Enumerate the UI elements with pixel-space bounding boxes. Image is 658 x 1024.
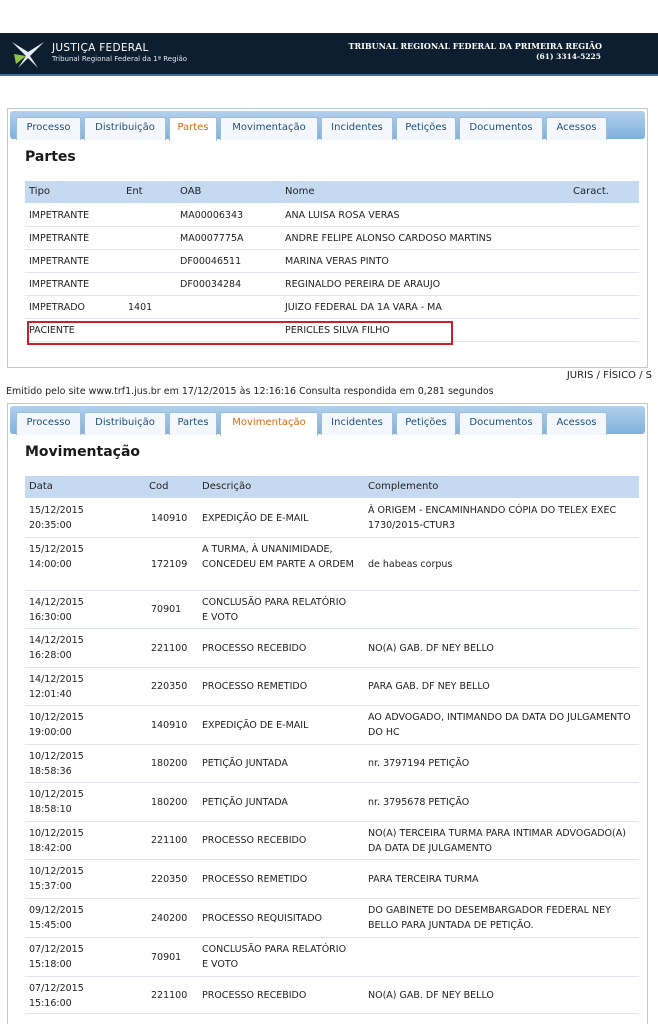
partes-title: Partes xyxy=(25,149,76,165)
mov-time: 20:35:00 xyxy=(29,520,72,531)
parte-tipo: IMPETRANTE xyxy=(29,210,90,221)
mov-cod: 180200 xyxy=(151,797,188,808)
mov-descricao: PROCESSO REQUISITADO xyxy=(202,913,323,924)
table-row xyxy=(25,822,639,860)
tab-partes[interactable]: Partes xyxy=(169,117,217,141)
mov-date: 07/12/2015 xyxy=(29,944,84,955)
parte-oab: MA0007775A xyxy=(180,233,244,244)
mov-descricao: PROCESSO RECEBIDO xyxy=(202,990,307,1001)
parte-nome: JUIZO FEDERAL DA 1A VARA - MA xyxy=(285,302,442,313)
table-row xyxy=(25,977,639,1014)
brand-title: JUSTIÇA FEDERAL xyxy=(52,42,149,54)
mov-complemento: PARA TERCEIRA TURMA xyxy=(368,874,479,885)
tab-incidentes[interactable]: Incidentes xyxy=(321,412,393,435)
mov-cod: 70901 xyxy=(151,952,182,963)
movimentacao-table-header xyxy=(25,476,639,498)
mov-complemento: DO GABINETE DO DESEMBARGADOR FEDERAL NEY BELLO PARA JUNTADA DE PETIÇÃO. xyxy=(368,905,611,931)
tab-peticoes[interactable]: Petições xyxy=(396,117,456,140)
table-row xyxy=(25,783,639,822)
col-tipo: Tipo xyxy=(29,186,51,197)
table-row xyxy=(25,591,639,629)
partes-panel xyxy=(7,108,648,368)
mov-time: 16:28:00 xyxy=(29,650,72,661)
table-row xyxy=(25,227,639,250)
mov-time: 19:00:00 xyxy=(29,727,72,738)
parte-tipo: IMPETRADO xyxy=(29,302,86,313)
mov-time: 16:30:00 xyxy=(29,612,72,623)
court-phone: (61) 3314-5225 xyxy=(535,52,601,61)
tab-distribuicao[interactable]: Distribuição xyxy=(84,117,166,140)
tab-acessos[interactable]: Acessos xyxy=(546,117,607,140)
mov-cod: 70901 xyxy=(151,604,182,615)
parte-nome: MARINA VERAS PINTO xyxy=(285,256,389,267)
tab-movimentacao[interactable]: Movimentação xyxy=(220,412,318,436)
table-row xyxy=(25,538,639,591)
emitido-line: Emitido pelo site www.trf1.jus.br em 17/12/2015 às 12:16:16 Consulta respondida em 0,281 segundos xyxy=(6,386,494,397)
col-complemento: Complemento xyxy=(368,481,439,492)
mov-date: 10/12/2015 xyxy=(29,712,84,723)
mov-complemento: nr. 3795678 PETIÇÃO xyxy=(368,797,470,808)
mov-cod: 140910 xyxy=(151,720,188,731)
parte-tipo: IMPETRANTE xyxy=(29,256,90,267)
tab-movimentacao[interactable]: Movimentação xyxy=(220,117,318,140)
parte-tipo: PACIENTE xyxy=(29,325,75,336)
table-row xyxy=(25,296,639,319)
mov-descricao: PROCESSO RECEBIDO xyxy=(202,643,307,654)
mov-cod: 180200 xyxy=(151,758,188,769)
mov-cod: 220350 xyxy=(151,681,188,692)
mov-time: 12:01:40 xyxy=(29,689,72,700)
mov-date: 07/12/2015 xyxy=(29,983,84,994)
mov-cod: 172109 xyxy=(151,559,188,570)
mov-cod: 221100 xyxy=(151,990,188,1001)
partes-table-header xyxy=(25,181,639,203)
brand-subtitle: Tribunal Regional Federal da 1ª Região xyxy=(52,55,188,63)
mov-date: 09/12/2015 xyxy=(29,905,84,916)
tab-distribuicao[interactable]: Distribuição xyxy=(84,412,166,435)
mov-date: 10/12/2015 xyxy=(29,828,84,839)
highlight-box xyxy=(27,321,453,345)
juris-label: JURIS / FÍSICO / S xyxy=(566,370,652,381)
site-header xyxy=(0,33,658,76)
parte-nome: REGINALDO PEREIRA DE ARAUJO xyxy=(285,279,441,290)
table-row xyxy=(25,204,639,227)
mov-cod: 140910 xyxy=(151,513,188,524)
mov-complemento: NO(A) GAB. DF NEY BELLO xyxy=(368,643,494,654)
mov-descricao: EXPEDIÇÃO DE E-MAIL xyxy=(202,513,309,524)
mov-time: 15:16:00 xyxy=(29,998,72,1009)
tab-processo[interactable]: Processo xyxy=(16,117,81,140)
mov-cod: 220350 xyxy=(151,874,188,885)
table-row xyxy=(25,745,639,783)
mov-descricao: PETIÇÃO JUNTADA xyxy=(202,797,288,808)
table-row xyxy=(25,250,639,273)
table-row xyxy=(25,899,639,938)
tab-processo[interactable]: Processo xyxy=(16,412,81,435)
mov-time: 18:58:36 xyxy=(29,766,72,777)
mov-complemento: À ORIGEM - ENCAMINHANDO CÓPIA DO TELEX EXEC 1730/2015-CTUR3 xyxy=(368,505,617,531)
mov-complemento: NO(A) GAB. DF NEY BELLO xyxy=(368,990,494,1001)
mov-descricao: PROCESSO REMETIDO xyxy=(202,681,308,692)
mov-descricao: PROCESSO REMETIDO xyxy=(202,874,308,885)
mov-descricao: CONCLUSÃO PARA RELATÓRIO E VOTO xyxy=(202,597,347,623)
court-name: TRIBUNAL REGIONAL FEDERAL DA PRIMEIRA REGIÃO xyxy=(348,41,602,51)
mov-time: 15:45:00 xyxy=(29,920,72,931)
col-caract: Caract. xyxy=(573,186,609,197)
table-row xyxy=(25,860,639,899)
mov-date: 14/12/2015 xyxy=(29,597,84,608)
tab-bar xyxy=(10,111,645,139)
parte-oab: MA00006343 xyxy=(180,210,244,221)
parte-tipo: IMPETRANTE xyxy=(29,233,90,244)
mov-date: 10/12/2015 xyxy=(29,866,84,877)
col-ent: Ent xyxy=(126,186,143,197)
mov-time: 15:37:00 xyxy=(29,881,72,892)
tab-partes[interactable]: Partes xyxy=(169,412,217,435)
movimentacao-title: Movimentação xyxy=(25,444,141,460)
mov-date: 14/12/2015 xyxy=(29,674,84,685)
table-row xyxy=(25,629,639,668)
mov-complemento: AO ADVOGADO, INTIMANDO DA DATA DO JULGAMENTO DO HC xyxy=(368,712,631,738)
col-cod: Cod xyxy=(149,481,169,492)
parte-nome: ANA LUISA ROSA VERAS xyxy=(285,210,400,221)
mov-complemento: de habeas corpus xyxy=(368,559,453,570)
mov-date: 10/12/2015 xyxy=(29,789,84,800)
tab-peticoes[interactable]: Petições xyxy=(396,412,456,435)
col-data: Data xyxy=(29,481,53,492)
parte-oab: DF00046511 xyxy=(180,256,242,267)
mov-date: 14/12/2015 xyxy=(29,635,84,646)
tab-documentos[interactable]: Documentos xyxy=(459,412,543,435)
mov-time: 18:58:10 xyxy=(29,804,72,815)
table-row xyxy=(25,499,639,538)
tab-documentos[interactable]: Documentos xyxy=(459,117,543,140)
col-nome: Nome xyxy=(285,186,315,197)
mov-descricao: PETIÇÃO JUNTADA xyxy=(202,758,288,769)
parte-tipo: IMPETRANTE xyxy=(29,279,90,290)
col-descricao: Descrição xyxy=(202,481,252,492)
mov-descricao: PROCESSO RECEBIDO xyxy=(202,835,307,846)
mov-cod: 240200 xyxy=(151,913,188,924)
col-oab: OAB xyxy=(180,186,202,197)
mov-descricao: A TURMA, À UNANIMIDADE, CONCEDEU EM PARTE A ORDEM xyxy=(202,544,354,570)
mov-complemento: PARA GAB. DF NEY BELLO xyxy=(368,681,490,692)
mov-time: 14:00:00 xyxy=(29,559,72,570)
mov-date: 15/12/2015 xyxy=(29,544,84,555)
parte-nome: PERICLES SILVA FILHO xyxy=(285,325,390,336)
mov-descricao: EXPEDIÇÃO DE E-MAIL xyxy=(202,720,309,731)
table-row xyxy=(25,706,639,745)
mov-date: 10/12/2015 xyxy=(29,751,84,762)
parte-oab: DF00034284 xyxy=(180,279,242,290)
mov-complemento: NO(A) TERCEIRA TURMA PARA INTIMAR ADVOGADO(A) DA DATA DE JULGAMENTO xyxy=(368,828,626,854)
mov-descricao: CONCLUSÃO PARA RELATÓRIO E VOTO xyxy=(202,944,347,970)
mov-date: 15/12/2015 xyxy=(29,505,84,516)
mov-time: 15:18:00 xyxy=(29,959,72,970)
tab-incidentes[interactable]: Incidentes xyxy=(321,117,393,140)
table-row xyxy=(25,938,639,977)
parte-nome: ANDRE FELIPE ALONSO CARDOSO MARTINS xyxy=(285,233,492,244)
mov-time: 18:42:00 xyxy=(29,843,72,854)
table-row xyxy=(25,273,639,296)
table-row xyxy=(25,668,639,706)
mov-complemento: nr. 3797194 PETIÇÃO xyxy=(368,758,470,769)
tab-acessos[interactable]: Acessos xyxy=(546,412,607,435)
mov-cod: 221100 xyxy=(151,835,188,846)
tab-bar xyxy=(10,406,645,434)
mov-cod: 221100 xyxy=(151,643,188,654)
justica-federal-logo-icon[interactable] xyxy=(8,38,48,70)
movimentacao-panel xyxy=(7,403,648,1024)
parte-ent: 1401 xyxy=(128,302,153,313)
